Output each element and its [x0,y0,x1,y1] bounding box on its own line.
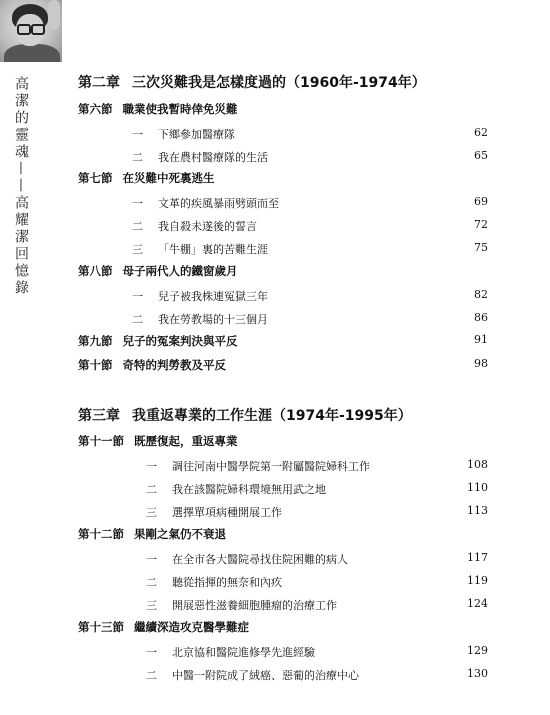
chapter-number: 第三章 [78,408,120,424]
entry-title: 開展惡性滋養細胞腫瘤的治療工作 [172,599,337,612]
section-title: 既歷復起，重返專業 [134,434,238,448]
entry-title: 北京協和醫院進修學先進經驗 [172,646,315,659]
chapter-number: 第二章 [78,75,120,91]
entry-marker: 一 [146,460,157,473]
section-heading [78,170,215,186]
section-heading [78,263,238,279]
toc-entry[interactable] [132,149,488,165]
page-number: 124 [467,597,488,610]
entry-marker: 二 [132,151,143,164]
entry-title: 下鄉參加醫療隊 [158,128,235,141]
section-heading [78,101,238,117]
section-heading [78,433,238,449]
entry-title: 中醫一附院成了絨癌、惡葡的治療中心 [172,669,359,682]
toc-entry[interactable] [132,195,488,211]
entry-marker: 二 [132,220,143,233]
entry-marker: 一 [132,128,143,141]
entry-marker: 二 [146,576,157,589]
section-heading[interactable] [78,333,488,349]
section-title: 兒子的冤案判決與平反 [122,334,238,348]
entry-marker: 一 [146,553,157,566]
entry-marker: 一 [146,646,157,659]
chapter-title: 三次災難我是怎樣度過的（1960年-1974年） [132,75,426,91]
entry-title: 我在勞教場的十三個月 [158,313,268,326]
toc-entry[interactable] [132,126,488,142]
section-title: 在災難中死裏逃生 [122,171,215,185]
toc-entry[interactable] [132,288,488,304]
toc-entry[interactable] [132,218,488,234]
entry-marker: 一 [132,197,143,210]
section-title: 果剛之氣仍不衰退 [134,527,226,541]
section-heading[interactable] [78,357,488,373]
section-number: 第八節 [78,264,113,278]
chapter-heading [78,72,426,92]
page-number: 113 [467,504,488,517]
section-number: 第九節 [78,334,113,348]
section-heading [78,619,249,635]
page-number: 86 [474,311,488,324]
toc-entry[interactable] [146,551,488,567]
entry-title: 選擇單項病種開展工作 [172,506,282,519]
entry-title: 在全市各大醫院尋找住院困難的病人 [172,553,348,566]
page-number: 110 [467,481,488,494]
page-number: 62 [474,126,488,139]
section-number: 第六節 [78,102,113,116]
toc-entry[interactable] [132,311,488,327]
page-number: 65 [474,149,488,162]
author-portrait [0,0,62,62]
page-number: 119 [467,574,488,587]
page-number: 130 [467,667,488,680]
entry-title: 兒子被我株連冤獄三年 [158,290,268,303]
chapter-title: 我重返專業的工作生涯（1974年-1995年） [132,408,412,424]
section-number: 第十一節 [78,434,124,448]
toc-entry[interactable] [146,504,488,520]
page-number: 117 [467,551,488,564]
entry-title: 調往河南中醫學院第一附屬醫院婦科工作 [172,460,370,473]
page-number: 108 [467,458,488,471]
page-number: 91 [474,333,488,346]
toc-entry[interactable] [132,241,488,257]
entry-title: 聽從指揮的無奈和內疚 [172,576,282,589]
entry-title: 文革的疾風暴雨劈頭而至 [158,197,279,210]
section-number: 第十二節 [78,527,124,541]
entry-marker: 二 [146,669,157,682]
entry-marker: 三 [132,243,143,256]
entry-marker: 三 [146,506,157,519]
toc-entry[interactable] [146,481,488,497]
entry-marker: 一 [132,290,143,303]
page-number: 98 [474,357,488,370]
section-title: 職業使我暫時倖免災難 [122,102,238,116]
entry-title: 我在農村醫療隊的生活 [158,151,268,164]
page-number: 75 [474,241,488,254]
toc-entry[interactable] [146,574,488,590]
page-number: 72 [474,218,488,231]
section-number: 第十節 [78,358,113,372]
entry-marker: 二 [132,313,143,326]
page-number: 82 [474,288,488,301]
entry-marker: 三 [146,599,157,612]
page-number: 69 [474,195,488,208]
book-title-sidebar: 高潔的靈魂——高耀潔回憶錄 [13,76,29,297]
toc-entry[interactable] [146,458,488,474]
section-heading [78,526,226,542]
section-title: 繼續深造攻克醫學難症 [134,620,249,634]
entry-marker: 二 [146,483,157,496]
section-number: 第七節 [78,171,113,185]
chapter-heading [78,405,412,425]
toc-entry[interactable] [146,597,488,613]
section-title: 奇特的判勞教及平反 [122,358,226,372]
entry-title: 我自殺未遂後的誓言 [158,220,257,233]
toc-entry[interactable] [146,644,488,660]
entry-title: 我在該醫院婦科環境無用武之地 [172,483,326,496]
section-number: 第十三節 [78,620,124,634]
page-number: 129 [467,644,488,657]
toc-entry[interactable] [146,667,488,683]
entry-title: 「牛棚」裏的苦難生涯 [158,243,268,256]
section-title: 母子兩代人的鐵窗歲月 [122,264,238,278]
